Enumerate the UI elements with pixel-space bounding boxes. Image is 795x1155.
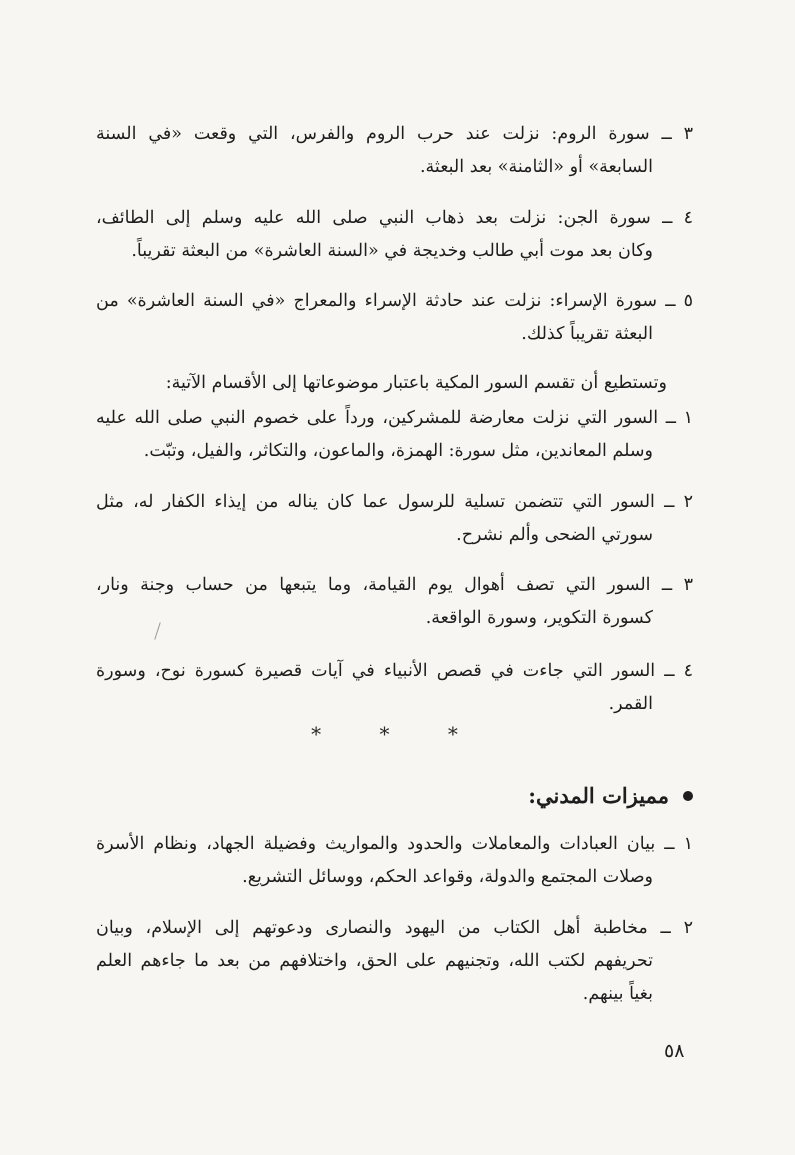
- text-line: ٤ ــ السور التي جاءت في قصص الأنبياء في آيات قصيرة كسورة نوح، وسورة: [96, 661, 693, 681]
- bullet-icon: [683, 791, 693, 801]
- item-text-continued: وصلات المجتمع والدولة، وقواعد الحكم، ووسائل التشريع.: [242, 867, 653, 887]
- item-number: ٥: [683, 291, 693, 311]
- page-number: ٥٨: [664, 1040, 685, 1062]
- item-text-continued: كسورة التكوير، وسورة الواقعة.: [425, 608, 653, 628]
- item-text-continued: تحريفهم لكتب الله، وتجنيهم على الحق، واختلافهم من بعد ما جاءهم العلم: [96, 951, 653, 971]
- intro-text: وتستطيع أن تقسم السور المكية باعتبار موضوعاتها إلى الأقسام الآتية:: [165, 373, 667, 393]
- list-item: [96, 202, 693, 268]
- item-text-continued: سورتي الضحى وألم نشرح.: [456, 525, 653, 545]
- list-item: [96, 828, 693, 894]
- list-item: [96, 118, 693, 184]
- item-text-continued: وكان بعد موت أبي طالب وخديجة في «السنة العاشرة» من البعثة تقريباً.: [131, 241, 653, 261]
- item-number: ٤: [683, 208, 693, 228]
- item-text: السور التي نزلت معارضة للمشركين، ورداً على خصوم النبي صلى الله عليه: [96, 408, 659, 428]
- item-number: ١: [683, 834, 693, 854]
- item-number: ٢: [683, 918, 693, 938]
- text-line: ٣ ــ السور التي تصف أهوال يوم القيامة، وما يتبعها من حساب وجنة ونار،: [96, 575, 693, 595]
- list-item: [96, 486, 693, 552]
- item-text-continued: القمر.: [608, 694, 653, 714]
- item-number: ١: [683, 408, 693, 428]
- item-text: سورة الجن: نزلت بعد ذهاب النبي صلى الله عليه وسلم إلى الطائف،: [96, 208, 651, 228]
- list-item: [96, 912, 693, 1011]
- text-line: ٣ ــ سورة الروم: نزلت عند حرب الروم والفرس، التي وقعت «في السنة: [96, 124, 693, 144]
- item-number: ٤: [683, 661, 693, 681]
- item-text-continued: السابعة» أو «الثامنة» بعد البعثة.: [419, 157, 653, 177]
- item-text-continued: بغياً بينهم.: [582, 984, 653, 1004]
- item-number: ٣: [683, 124, 693, 144]
- text-line: ١ ــ بيان العبادات والمعاملات والحدود والمواريث وفضيلة الجهاد، ونظام الأسرة: [96, 834, 693, 854]
- item-text: سورة الإسراء: نزلت عند حادثة الإسراء والمعراج «في السنة العاشرة» من: [96, 291, 658, 311]
- list-item: [96, 655, 693, 721]
- text-line: ٥ ــ سورة الإسراء: نزلت عند حادثة الإسراء والمعراج «في السنة العاشرة» من: [96, 291, 693, 311]
- text-line: ٤ ــ سورة الجن: نزلت بعد ذهاب النبي صلى الله عليه وسلم إلى الطائف،: [96, 208, 693, 228]
- text-line: ٢ ــ السور التي تتضمن تسلية للرسول عما كان يناله من إيذاء الكفار له، مثل: [96, 492, 693, 512]
- item-text-continued: وسلم المعاندين، مثل سورة: الهمزة، والماعون، والتكاثر، والفيل، وتبّت.: [143, 441, 653, 461]
- list-item: [96, 285, 693, 351]
- item-number: ٢: [683, 492, 693, 512]
- item-text: سورة الروم: نزلت عند حرب الروم والفرس، التي وقعت «في السنة: [96, 124, 650, 144]
- item-number: ٣: [683, 575, 693, 595]
- item-text-continued: البعثة تقريباً كذلك.: [521, 324, 653, 344]
- item-text: السور التي جاءت في قصص الأنبياء في آيات قصيرة كسورة نوح، وسورة: [96, 661, 656, 681]
- section-separator: * * *: [311, 722, 484, 746]
- text-line: ١ ــ السور التي نزلت معارضة للمشركين، ورداً على خصوم النبي صلى الله عليه: [96, 408, 693, 428]
- heading-text: مميزات المدني:: [528, 783, 669, 808]
- section-heading: [528, 783, 693, 808]
- list-item: [96, 569, 693, 635]
- item-text: بيان العبادات والمعاملات والحدود والمواريث وفضيلة الجهاد، ونظام الأسرة: [96, 834, 656, 854]
- item-text: السور التي تتضمن تسلية للرسول عما كان يناله من إيذاء الكفار له، مثل: [96, 492, 655, 512]
- intro-paragraph: [96, 367, 667, 400]
- item-text: مخاطبة أهل الكتاب من اليهود والنصارى ودعوتهم إلى الإسلام، وبيان: [96, 918, 648, 938]
- list-item: [96, 402, 693, 468]
- text-line: ٢ ــ مخاطبة أهل الكتاب من اليهود والنصارى ودعوتهم إلى الإسلام، وبيان: [96, 918, 693, 938]
- item-text: السور التي تصف أهوال يوم القيامة، وما يتبعها من حساب وجنة ونار،: [96, 575, 651, 595]
